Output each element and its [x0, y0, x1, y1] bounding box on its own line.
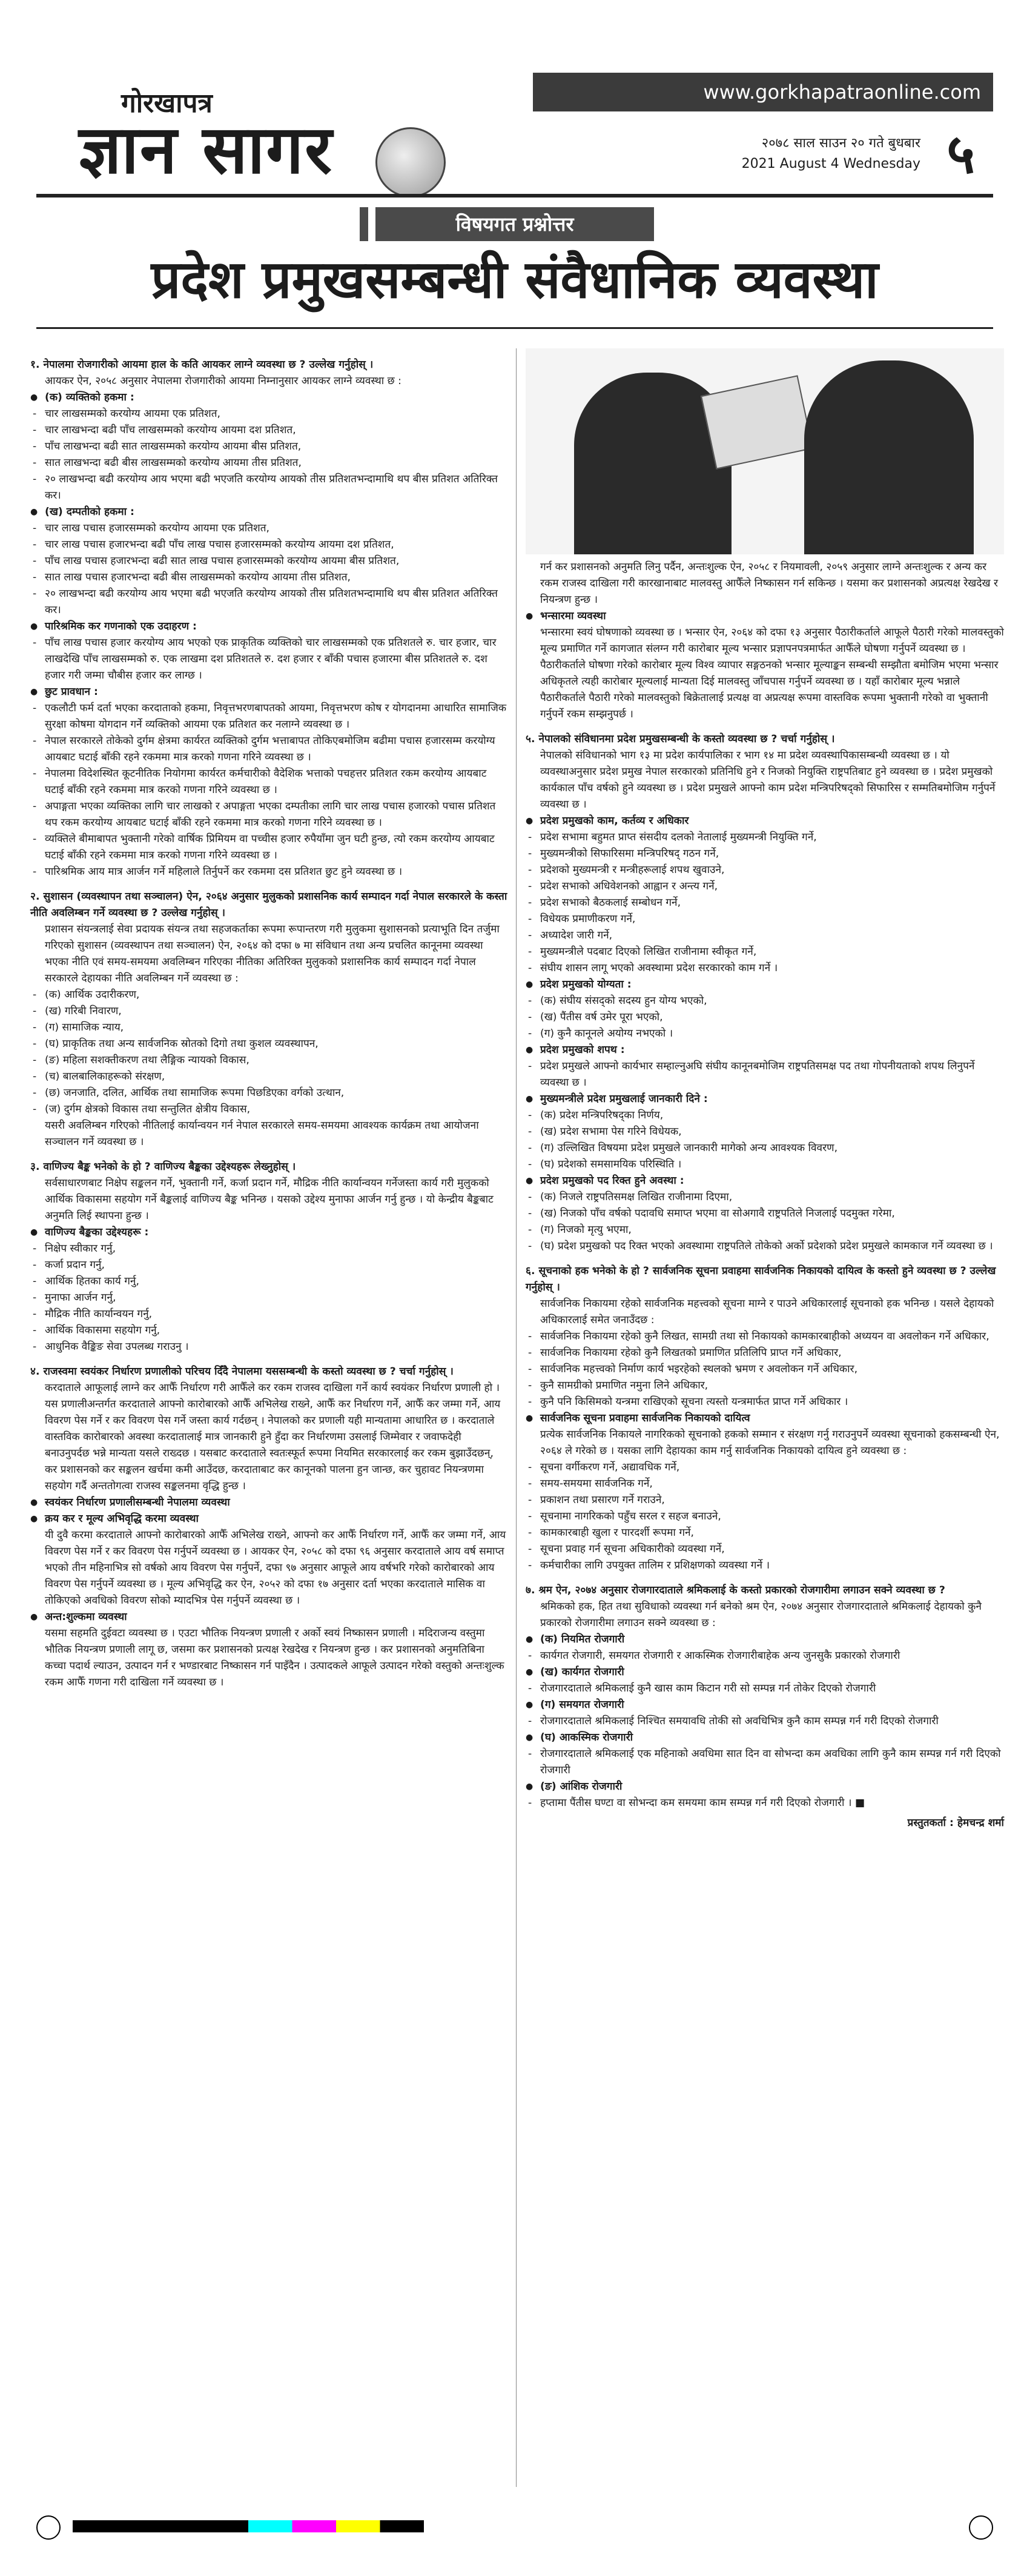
question-3: ३. वाणिज्य बैङ्क भनेको के हो ? वाणिज्य बैङ्कका उद्देश्यहरू लेख्नुहोस् । [30, 1161, 296, 1173]
list-item: - पाँच लाख पचास हजारभन्दा बढी सात लाख पचास हजारसम्मको करयोग्य आयमा बीस प्रतिशत, [30, 553, 509, 569]
list-item: - कुनै पनि किसिमको यन्त्रमा राखिएको सूचना त्यस्तो यन्त्रमार्फत प्राप्त गर्ने अधिकार । [526, 1394, 1004, 1410]
illustration [526, 348, 1004, 554]
color-bar [73, 2520, 951, 2532]
list-item: - आर्थिक हितका कार्य गर्नु, [30, 1273, 509, 1290]
answer-text: सार्वजनिक निकायमा रहेको सार्वजनिक महत्त्वको सूचना माग्ने र पाउने अधिकारलाई सूचनाको हक भनिन्छ । यसले देहायको अधिकारलाई समेत जनाउँदछ : [540, 1298, 994, 1326]
list-item: - सात लाखभन्दा बढी बीस लाखसम्मको करयोग्य आयमा तीस प्रतिशत, [30, 455, 509, 471]
subheading: ● (क) नियमित रोजगारी [526, 1632, 1004, 1648]
subheading: ● (ख) दम्पतीको हकमा : [30, 504, 509, 520]
list-item: - (क) संघीय संसद्को सदस्य हुन योग्य भएको, [526, 993, 1004, 1009]
list-item: - कर्जा प्रदान गर्नु, [30, 1257, 509, 1273]
list-item: - (क) आर्थिक उदारीकरण, [30, 987, 509, 1003]
list-item: - प्रदेश प्रमुखले आफ्नो कार्यभार सम्हाल्नुअघि संघीय कानूनबमोजिम राष्ट्रपतिसमक्ष पद तथा गोपनीयताको शपथ लिनुपर्ने व्यवस्था छ । [526, 1058, 1004, 1091]
list-item: - सूचना प्रवाह गर्न सूचना अधिकारीको व्यवस्था गर्ने, [526, 1541, 1004, 1558]
list-item: - संघीय शासन लागू भएको अवस्थामा प्रदेश सरकारको काम गर्ने । [526, 960, 1004, 977]
list-item: - प्रदेश सभामा बहुमत प्राप्त संसदीय दलको नेतालाई मुख्यमन्त्री नियुक्ति गर्ने, [526, 829, 1004, 846]
date-nepali: २०७८ साल साउन २० गते बुधबार [761, 136, 920, 151]
list-item: - प्रकाशन तथा प्रसारण गर्ने गराउने, [526, 1492, 1004, 1509]
list-item: - मुनाफा आर्जन गर्नु, [30, 1290, 509, 1306]
list-item: - समय-समयमा सार्वजनिक गर्ने, [526, 1476, 1004, 1492]
subheading: ● (ख) कार्यगत रोजगारी [526, 1664, 1004, 1681]
list-item: - कुनै सामग्रीको प्रमाणित नमुना लिने अधिकार, [526, 1378, 1004, 1394]
subheading: ● प्रदेश प्रमुखको काम, कर्तव्य र अधिकार [526, 813, 1004, 829]
answer-text: यसरी अवलिम्बन गरिएको नीतिलाई कार्यान्वयन गर्न नेपाल सरकारले समय-समयमा आवश्यक कार्यक्रम तथा आयोजना सञ्चालन गर्ने व्यवस्था छ । [45, 1120, 479, 1148]
list-item: - रोजगारदाताले श्रमिकलाई कुनै खास काम किटान गरी सो सम्पन्न गर्न तोकेर दिएको रोजगारी [526, 1681, 1004, 1697]
question-2: २. सुशासन (व्यवस्थापन तथा सञ्चालन) ऐन, २०६४ अनुसार मुलुकको प्रशासनिक कार्य सम्पादन गर्दा नेपाल सरकारले के कस्ता नीति अवलिम्बन गर्ने व्यवस्था छ ? उल्लेख गर्नुहोस् । [30, 891, 507, 919]
list-item: - कार्यगत रोजगारी, समयगत रोजगारी र आकस्मिक रोजगारीबाहेक अन्य जुनसुकै प्रकारको रोजगारी [526, 1648, 1004, 1664]
documents-icon [701, 375, 813, 469]
list-item: - (ग) सामाजिक न्याय, [30, 1020, 509, 1036]
question-1: १. नेपालमा रोजगारीको आयमा हाल के कति आयकर लाग्ने व्यवस्था छ ? उल्लेख गर्नुहोस् । [30, 359, 374, 371]
list-item: - चार लाखभन्दा बढी पाँच लाखसम्मको करयोग्य आयमा दश प्रतिशत, [30, 422, 509, 439]
list-item: - आधुनिक वैङ्किङ सेवा उपलब्ध गराउनु । [30, 1339, 509, 1355]
left-column [30, 348, 509, 1691]
list-item: - नेपालमा विदेशस्थित कूटनीतिक नियोगमा कार्यरत कर्मचारीको वैदेशिक भत्ताको पचहत्तर प्रतिशत रकम करयोग्य आयबाट घटाई बाँकी रहने रकममा मात्र करको गणना गरिने व्यवस्था छ । [30, 766, 509, 798]
subheading: ● छुट प्रावधान : [30, 684, 509, 700]
subheading: ● पारिश्रमिक कर गणनाको एक उदाहरण : [30, 619, 509, 635]
list-item: - पाँच लाख पचास हजार करयोग्य आय भएको एक प्राकृतिक व्यक्तिको चार लाखसम्मको एक प्रतिशतले रु. चार हजार, चार लाखदेखि पाँच लाखसम्मको रु. एक लाखमा दश प्रतिशतले रु. दश हजार र बाँकी पचास हजारमा बीस प्रतिशतले रु. दश हजार गरी जम्मा चौबीस हजार कर लाग्छ । [30, 635, 509, 684]
section-tag: विषयगत प्रश्नोत्तर [375, 207, 654, 241]
list-item: - (ख) प्रदेश सभामा पेस गरिने विधेयक, [526, 1124, 1004, 1140]
list-item: - हप्तामा पैंतीस घण्टा वा सोभन्दा कम समयमा काम सम्पन्न गर्न गरी दिएको रोजगारी । ■ [526, 1795, 1004, 1811]
subheading: ● प्रदेश प्रमुखको पद रिक्त हुने अवस्था : [526, 1173, 1004, 1189]
list-item: - सार्वजनिक निकायमा रहेको कुनै लिखत, सामग्री तथा सो निकायको कामकारबाहीको अध्ययन वा अवलोकन गर्ने अधिकार, [526, 1329, 1004, 1345]
divider [36, 327, 993, 329]
logo-gyan-sagar: ज्ञान सागर [79, 111, 334, 188]
date-english: 2021 August 4 Wednesday [741, 156, 920, 171]
list-item: - पाँच लाखभन्दा बढी सात लाखसम्मको करयोग्य आयमा बीस प्रतिशत, [30, 439, 509, 455]
list-item: - नेपाल सरकारले तोकेको दुर्गम क्षेत्रमा कार्यरत व्यक्तिको दुर्गम भत्ताबापत तोकिएबमोजिम बढीमा पचास हजारसम्म करयोग्य आयबाट घटाई बाँकी रहने रकममा मात्र करको गणना गरिने व्यवस्था छ । [30, 733, 509, 766]
subheading: ● स्वयंकर निर्धारण प्रणालीसम्बन्धी नेपालमा व्यवस्था [30, 1495, 509, 1511]
answer-text: गर्न कर प्रशासनको अनुमति लिनु पर्दैन, अन्तःशुल्क ऐन, २०५८ र नियमावली, २०५९ अनुसार लाग्ने अन्तःशुल्क र अन्य कर रकम राजस्व दाखिला गरी कारखानाबाट मालवस्तु आफैँले निष्कासन गर्न सकिन्छ । यसमा कर प्रशासनको अप्रत्यक्ष रेखदेख र नियन्त्रण हुन्छ । [540, 561, 999, 606]
subheading: ● (घ) आकस्मिक रोजगारी [526, 1730, 1004, 1746]
subheading: ● (क) व्यक्तिको हकमा : [30, 390, 509, 406]
website-url[interactable]: www.gorkhapatraonline.com [533, 73, 993, 111]
list-item: - (ज) दुर्गम क्षेत्रको विकास तथा सन्तुलित क्षेत्रीय विकास, [30, 1101, 509, 1118]
answer-text: यी दुवै करमा करदाताले आफ्नो कारोबारको आफैँ अभिलेख राख्ने, आफ्नो कर आफैँ निर्धारण गर्ने, आफैँ कर जम्मा गर्ने, आय विवरण पेस गर्ने र कर विवरण पेस गर्नुपर्ने व्यवस्था छ । आयकर ऐन, २०५८ को दफा ९६ अनुसार करदाताले आय वर्ष समाप्त भएको तीन महिनाभित्र सो वर्षको आय विवरण पेस गर्नुपर्ने, दफा ९७ अनुसार आफूले आय वर्षभरि गरेको कारोबारको आय विवरण पेस गर्नुपर्ने व्यवस्था छ । मूल्य अभिवृद्धि कर ऐन, २०५२ को दफा १७ अनुसार दर्ता भएका करदाताले मासिक वा तोकिएको अवधिको विवरण सोको म्यादभित्र पेस गर्नुपर्ने व्यवस्था छ । [45, 1529, 506, 1607]
list-item: - (क) प्रदेश मन्त्रिपरिषद्का निर्णय, [526, 1107, 1004, 1124]
list-item: - (ङ) महिला सशक्तीकरण तथा लैङ्गिक न्यायको विकास, [30, 1052, 509, 1069]
list-item: - (ग) उल्लिखित विषयमा प्रदेश प्रमुखले जानकारी मागेको अन्य आवश्यक विवरण, [526, 1140, 1004, 1157]
list-item: - (च) बालबालिकाहरूको संरक्षण, [30, 1069, 509, 1085]
list-item: - निक्षेप स्वीकार गर्नु, [30, 1241, 509, 1257]
list-item: - (घ) प्रदेशको समसामयिक परिस्थिति । [526, 1157, 1004, 1173]
list-item: - सूचनामा नागरिकको पहुँच सरल र सहज बनाउने, [526, 1509, 1004, 1525]
list-item: - चार लाख पचास हजारभन्दा बढी पाँच लाख पचास हजारसम्मको करयोग्य आयमा दश प्रतिशत, [30, 537, 509, 553]
question-7: ७. श्रम ऐन, २०७४ अनुसार रोजगारदाताले श्रमिकलाई के कस्तो प्रकारको रोजगारीमा लगाउन सक्ने व्यवस्था छ ? [526, 1584, 945, 1596]
list-item: - (घ) प्रदेश प्रमुखको पद रिक्त भएको अवस्थामा राष्ट्रपतिले तोकेको अर्को प्रदेशको प्रदेश प्रमुखले कामकाज गर्ने व्यवस्था छ । [526, 1238, 1004, 1255]
list-item: - सूचना वर्गीकरण गर्ने, अद्यावधिक गर्ने, [526, 1459, 1004, 1476]
answer-text: श्रमिकको हक, हित तथा सुविधाको व्यवस्था गर्न बनेको श्रम ऐन, २०७४ अनुसार रोजगारदाताले श्रमिकलाई देहायको कुनै प्रकारको रोजगारीमा लगाउन सक्ने व्यवस्था छ : [540, 1601, 982, 1629]
list-item: - पारिश्रमिक आय मात्र आर्जन गर्ने महिलाले तिर्नुपर्ने कर रकममा दस प्रतिशत छुट हुने व्यवस्था छ । [30, 864, 509, 880]
list-item: - सार्वजनिक निकायमा रहेको कुनै लिखतको प्रमाणित प्रतिलिपि प्राप्त गर्ने अधिकार, [526, 1345, 1004, 1361]
list-item: - मुख्यमन्त्रीले पदबाट दिएको लिखित राजीनामा स्वीकृत गर्ने, [526, 944, 1004, 960]
list-item: - रोजगारदाताले श्रमिकलाई एक महिनाको अवधिमा सात दिन वा सोभन्दा कम अवधिका लागि कुनै काम सम्पन्न गर्न गरी दिएको रोजगारी [526, 1746, 1004, 1779]
question-6: ६. सूचनाको हक भनेको के हो ? सार्वजनिक सूचना प्रवाहमा सार्वजनिक निकायको दायित्व के कस्तो हुने व्यवस्था छ ? उल्लेख गर्नुहोस् । [526, 1265, 996, 1293]
registration-mark-icon [36, 2515, 61, 2540]
subheading: ● अन्त:शुल्कमा व्यवस्था [30, 1609, 509, 1625]
subheading: ● (ग) समयगत रोजगारी [526, 1697, 1004, 1713]
subheading: ● वाणिज्य बैङ्कका उद्देश्यहरू : [30, 1224, 509, 1241]
list-item: - (ग) निजको मृत्यु भएमा, [526, 1222, 1004, 1238]
subheading: ● (ङ) आंशिक रोजगारी [526, 1779, 1004, 1795]
list-item: - आर्थिक विकासमा सहयोग गर्नु, [30, 1323, 509, 1339]
list-item: - प्रदेशको मुख्यमन्त्री र मन्त्रीहरूलाई शपथ खुवाउने, [526, 862, 1004, 878]
subheading: ● प्रदेश प्रमुखको शपथ : [526, 1042, 1004, 1058]
author-byline: प्रस्तुतकर्ता : हेमचन्द्र शर्मा [907, 1817, 1004, 1829]
list-item: - प्रदेश सभाको बैठकलाई सम्बोधन गर्ने, [526, 895, 1004, 911]
list-item: - सार्वजनिक महत्त्वको निर्माण कार्य भइरहेको स्थलको भ्रमण र अवलोकन गर्ने अधिकार, [526, 1361, 1004, 1378]
list-item: - चार लाख पचास हजारसम्मको करयोग्य आयमा एक प्रतिशत, [30, 520, 509, 537]
question-5: ५. नेपालको संविधानमा प्रदेश प्रमुखसम्बन्धी के कस्तो व्यवस्था छ ? चर्चा गर्नुहोस् । [526, 733, 835, 745]
globe-icon [375, 127, 446, 198]
answer-text: यसमा सहमति दुईवटा व्यवस्था छ । एउटा भौतिक नियन्त्रण प्रणाली र अर्को स्वयं निष्कासन प्रणाली । मदिराजन्य वस्तुमा भौतिक नियन्त्रण प्रणाली लागू छ, जसमा कर प्रशासनको प्रत्यक्ष रेखदेख र नियन्त्रण हुन्छ । कर प्रशासनको अनुमतिबिना कच्चा पदार्थ ल्याउन, उत्पादन गर्न र भण्डारबाट निष्कासन गर्न पाइँदैन । उत्पादकले आफूले उत्पादन गरेको वस्तुको अन्तःशुल्क रकम आफैँ गणना गरी दाखिला गर्ने व्यवस्था छ । [45, 1627, 504, 1688]
masthead [36, 61, 993, 188]
answer-text: नेपालको संविधानको भाग १३ मा प्रदेश कार्यपालिका र भाग १४ मा प्रदेश व्यवस्थापिकासम्बन्धी व्यवस्था छ । यो व्यवस्थाअनुसार प्रदेश प्रमुख नेपाल सरकारको प्रतिनिधि हुने र निजको नियुक्ति राष्ट्रपतिबाट हुने व्यवस्था छ । प्रदेश प्रमुखको कार्यकाल पाँच वर्षको हुने व्यवस्था छ । प्रदेश प्रमुखले आफ्नो काम प्रदेश मन्त्रिपरिषद्को सिफारिस र सम्मतिबमोजिम गर्नुपर्ने व्यवस्था छ । [540, 749, 996, 811]
list-item: - (ख) निजको पाँच वर्षको पदावधि समाप्त भएमा वा सोअगावै राष्ट्रपतिले निजलाई पदमुक्त गरेमा, [526, 1206, 1004, 1222]
list-item: - (ग) कुनै कानूनले अयोग्य नभएको । [526, 1026, 1004, 1042]
column-divider [516, 348, 517, 2487]
print-footer [0, 2514, 1024, 2538]
list-item: - एकलौटी फर्म दर्ता भएका करदाताको हकमा, निवृत्तभरणबापतको आयमा, निवृत्तभरण कोष र योगदानमा आधारित सामाजिक सुरक्षा कोषमा योगदान गर्ने व्यक्तिको आयमा एक प्रतिशत कर नलाग्ने व्यवस्था छ । [30, 700, 509, 733]
list-item: - सात लाख पचास हजारभन्दा बढी बीस लाखसम्मको करयोग्य आयमा तीस प्रतिशत, [30, 569, 509, 586]
list-item: - अपाङ्गता भएका व्यक्तिका लागि चार लाखको र अपाङ्गता भएका दम्पतीका लागि चार लाख पचास हजारको पचास प्रतिशत थप रकम करयोग्य आयबाट घटाई बाँकी रहने रकममा मात्र करको गणना गरिने व्यवस्था छ । [30, 798, 509, 831]
subheading: ● भन्सारमा व्यवस्था [526, 608, 1004, 625]
list-item: - (छ) जनजाति, दलित, आर्थिक तथा सामाजिक रूपमा पिछडिएका वर्गको उत्थान, [30, 1085, 509, 1101]
right-column [526, 348, 1004, 1831]
registration-mark-icon [969, 2515, 993, 2540]
answer-text: आयकर ऐन, २०५८ अनुसार नेपालमा रोजगारीको आयमा निम्नानुसार आयकर लाग्ने व्यवस्था छ : [45, 375, 401, 387]
list-item: - मौद्रिक नीति कार्यान्वयन गर्नु, [30, 1306, 509, 1323]
page-title: प्रदेश प्रमुखसम्बन्धी संवैधानिक व्यवस्था [151, 250, 879, 310]
answer-text: करदाताले आफूलाई लाग्ने कर आफैँ निर्धारण गरी आफैँले कर रकम राजस्व दाखिला गर्ने कार्य स्वयंकर निर्धारण प्रणाली हो । यस प्रणालीअन्तर्गत करदाताले आफ्नो कारोबारको आफैँ अभिलेख राख्ने, आफैँ कर निर्धारण गर्ने, आफैँ कर जम्मा गर्ने, आय विवरण पेस गर्ने र कर विवरण पेस गर्ने जस्ता कार्य गर्दछन् । नेपालको कर प्रणाली यही मान्यतामा आधारित छ । करदाताले वास्तविक कारोबारको अवस्था करदातालाई मात्र जानकारी हुने हुँदा कर निर्धारणमा उसलाई जिम्मेवार र जवाफदेही बनाउनुपर्दछ भन्ने मान्यता यसले राख्दछ । यसबाट करदाताले स्वतःस्फूर्त रूपमा नियमित सरकारलाई कर रकम बुझाउँदछन्, कर प्रशासनको कर सङ्कलन खर्चमा कमी आउँदछ, करदाताबाट कर कानूनको पालना हुन जान्छ, कर चुहावट नियन्त्रणमा सहयोग गर्दै अन्ततोगत्वा राजस्व सङ्कलनमा वृद्धि हुन्छ । [45, 1382, 501, 1492]
subheading: ● प्रदेश प्रमुखको योग्यता : [526, 977, 1004, 993]
list-item: - (क) निजले राष्ट्रपतिसमक्ष लिखित राजीनामा दिएमा, [526, 1189, 1004, 1206]
list-item: - २० लाखभन्दा बढी करयोग्य आय भएमा बढी भएजति करयोग्य आयको तीस प्रतिशतभन्दामाथि थप बीस प्रतिशत अतिरिक्त कर। [30, 586, 509, 619]
list-item: - (ख) गरिबी निवारण, [30, 1003, 509, 1020]
list-item: - चार लाखसम्मको करयोग्य आयमा एक प्रतिशत, [30, 406, 509, 422]
list-item: - कर्मचारीका लागि उपयुक्त तालिम र प्रशिक्षणको व्यवस्था गर्ने । [526, 1558, 1004, 1574]
answer-text: सर्वसाधारणबाट निक्षेप सङ्कलन गर्ने, भुक्तानी गर्ने, कर्जा प्रदान गर्ने, मौद्रिक नीति कार्यान्वयन गर्नेजस्ता कार्य गरी मुलुकको आर्थिक विकासमा सहयोग गर्ने बैङ्कलाई वाणिज्य बैङ्क भनिन्छ । यसको उद्देश्य मुनाफा आर्जन गर्नु हुन्छ । यो केन्द्रीय बैङ्कबाट अनुमति लिई स्थापना हुन्छ । [45, 1177, 494, 1222]
subheading: ● मुख्यमन्त्रीले प्रदेश प्रमुखलाई जानकारी दिने : [526, 1091, 1004, 1107]
person-silhouette-icon [804, 360, 974, 554]
list-item: - व्यक्तिले बीमाबापत भुक्तानी गरेको वार्षिक प्रिमियम वा पच्चीस हजार रुपैयाँमा जुन घटी हुन्छ, त्यो रकम करयोग्य आयबाट घटाई बाँकी रहने रकममा मात्र करको गणना गरिने व्यवस्था छ । [30, 831, 509, 864]
list-item: - २० लाखभन्दा बढी करयोग्य आय भएमा बढी भएजति करयोग्य आयको तीस प्रतिशतभन्दामाथि थप बीस प्रतिशत अतिरिक्त कर। [30, 471, 509, 504]
question-4: ४. राजस्वमा स्वयंकर निर्धारण प्रणालीको परिचय दिँदै नेपालमा यससम्बन्धी के कस्तो व्यवस्था छ ? चर्चा गर्नुहोस् । [30, 1366, 454, 1378]
answer-text: प्रशासन संयन्त्रलाई सेवा प्रदायक संयन्त्र तथा सहजकर्ताका रूपमा रूपान्तरण गरी मुलुकमा सुशासनको प्रत्याभूति दिन तर्जुमा गरिएको सुशासन (व्यवस्थापन तथा सञ्चालन) ऐन, २०६४ को दफा ७ मा संविधान तथा अन्य प्रचलित कानूनमा व्यवस्था भएका नीति एवं समय-समयमा अवलिम्बन गरिएका नीतिका अतिरिक्त मुलुकको प्रशासनिक कार्य सम्पादन गर्दा नेपाल सरकारले देहायका नीति अवलिम्बन गर्ने व्यवस्था छ : [45, 923, 500, 984]
list-item: - मुख्यमन्त्रीको सिफारिसमा मन्त्रिपरिषद् गठन गर्ने, [526, 846, 1004, 862]
list-item: - कामकारबाही खुला र पारदर्शी रूपमा गर्ने, [526, 1525, 1004, 1541]
page-number: ५ [946, 122, 975, 186]
list-item: - रोजगारदाताले श्रमिकलाई निश्चित समयावधि तोकी सो अवधिभित्र कुनै काम सम्पन्न गर्न गरी दिएको रोजगारी [526, 1713, 1004, 1730]
answer-text: भन्सारमा स्वयं घोषणाको व्यवस्था छ । भन्सार ऐन, २०६४ को दफा १३ अनुसार पैठारीकर्ताले आफूले पैठारी गरेको मालवस्तुको मूल्य प्रमाणित गर्ने कागजात संलग्न गरी कारोबार मूल्य भन्सार प्रज्ञापनपत्रमार्फत आफैँले घोषणा गर्नुपर्ने व्यवस्था छ । पैठारीकर्ताले घोषणा गरेको कारोबार मूल्य विश्व व्यापार सङ्गठनको भन्सार मूल्याङ्कन सम्बन्धी सम्झौता बमोजिम भएमा भन्सार अधिकृतले त्यही कारोबार मूल्यलाई मान्यता दिई मालवस्तु जाँचपास गर्नुपर्ने व्यवस्था छ । यहाँ कारोबार मूल्य भन्नाले पैठारीकर्ताले पैठारी गरेको मालवस्तुको बिक्रेतालाई प्रत्यक्ष वा अप्रत्यक्ष रूपमा वास्तविक रूपमा भुक्तानी गरेको वा भुक्तानी गर्नुपर्ने रकम सम्झनुपर्छ । [540, 626, 1004, 720]
subheading: ● सार्वजनिक सूचना प्रवाहमा सार्वजनिक निकायको दायित्व [526, 1410, 1004, 1427]
answer-text: प्रत्येक सार्वजनिक निकायले नागरिकको सूचनाको हकको सम्मान र संरक्षण गर्नु गराउनुपर्ने व्यवस्था सूचनाको हकसम्बन्धी ऐन, २०६४ ले गरेको छ । यसका लागि देहायका काम गर्नु सार्वजनिक निकायको दायित्व हुने व्यवस्था छ : [540, 1429, 1000, 1457]
list-item: - (घ) प्राकृतिक तथा अन्य सार्वजनिक स्रोतको दिगो तथा कुशल व्यवस्थापन, [30, 1036, 509, 1052]
divider [36, 194, 993, 198]
list-item: - विधेयक प्रमाणीकरण गर्ने, [526, 911, 1004, 928]
list-item: - अध्यादेश जारी गर्ने, [526, 928, 1004, 944]
list-item: - प्रदेश सभाको अधिवेशनको आह्वान र अन्त्य गर्ने, [526, 878, 1004, 895]
subheading: ● क्रय कर र मूल्य अभिवृद्धि करमा व्यवस्था [30, 1511, 509, 1527]
list-item: - (ख) पैंतीस वर्ष उमेर पूरा भएको, [526, 1009, 1004, 1026]
logo-gorkhapatra: गोरखापत्र [121, 88, 213, 119]
